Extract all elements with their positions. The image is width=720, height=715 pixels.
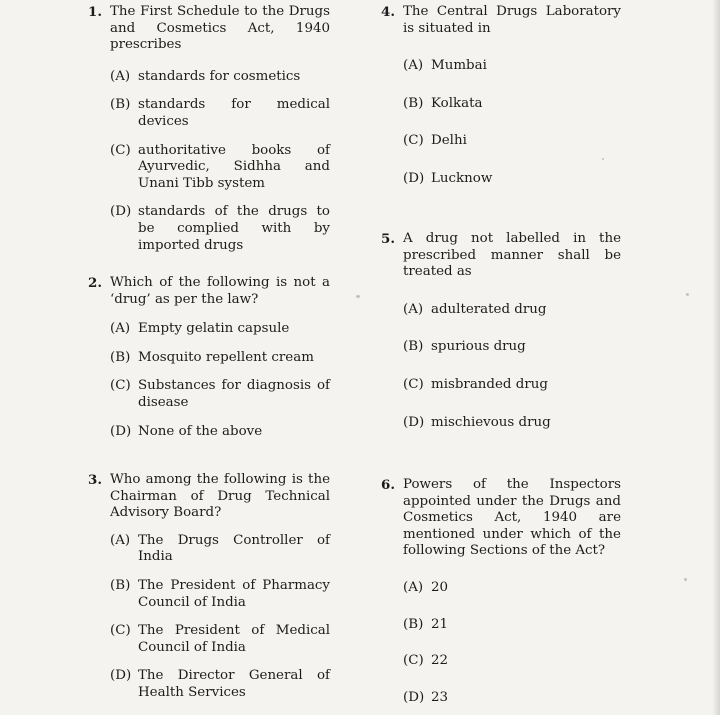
question-number: 3. — [88, 472, 102, 488]
question-number: 2. — [88, 275, 102, 291]
option-text: Mosquito repellent cream — [138, 349, 314, 365]
option-text: None of the above — [138, 423, 263, 439]
option-d — [403, 415, 621, 432]
option-text: The Director General of Health Services — [138, 668, 330, 700]
option-label: (D) — [403, 414, 425, 430]
option-b — [110, 578, 330, 611]
option-label: (A) — [403, 579, 424, 595]
question-stem — [88, 275, 330, 308]
option-text: mischievous drug — [431, 414, 551, 430]
option-a — [403, 302, 621, 319]
option-text: 22 — [431, 653, 449, 669]
option-label: (D) — [110, 204, 132, 220]
question-text: The First Schedule to the Drugs and Cosmetics Act, 1940 prescribes — [110, 4, 330, 53]
left-column — [88, 4, 330, 702]
option-text: 21 — [431, 616, 449, 632]
question-2 — [88, 275, 330, 472]
option-text: standards of the drugs to be complied with by imported drugs — [138, 204, 330, 253]
option-d — [110, 668, 330, 701]
option-text: Substances for diagnosis of disease — [138, 378, 330, 410]
scan-speck — [356, 295, 360, 298]
question-stem — [381, 4, 621, 37]
option-label: (A) — [110, 68, 131, 84]
question-3 — [88, 472, 330, 702]
option-c — [110, 143, 330, 193]
option-d — [110, 424, 330, 441]
option-text: Delhi — [431, 133, 467, 149]
option-label: (B) — [110, 349, 131, 365]
option-label: (A) — [403, 58, 424, 74]
option-c — [403, 377, 621, 394]
option-text: spurious drug — [431, 339, 526, 355]
question-text: Which of the following is not a ‘drug’ as per the law? — [110, 275, 330, 307]
question-number: 6. — [381, 477, 395, 493]
question-stem — [88, 4, 330, 54]
option-text: adulterated drug — [431, 301, 547, 317]
question-5 — [381, 231, 621, 477]
option-d — [403, 171, 621, 188]
question-text: Who among the following is the Chairman of Drug Technical Advisory Board? — [110, 472, 330, 521]
option-text: 23 — [431, 689, 449, 705]
option-text: Kolkata — [431, 95, 483, 111]
option-d — [110, 204, 330, 254]
scan-speck — [684, 578, 687, 581]
option-label: (B) — [403, 339, 424, 355]
option-c — [110, 623, 330, 656]
option-text: The Drugs Controller of India — [138, 532, 330, 565]
option-a — [403, 58, 621, 75]
option-c — [403, 653, 621, 670]
question-4 — [381, 4, 621, 231]
question-1 — [88, 4, 330, 275]
question-text: Powers of the Inspectors appointed under the Drugs and Cosmetics Act, 1940 are mentioned under which of the following Sections of the Act? — [403, 477, 621, 559]
option-a — [403, 580, 621, 597]
option-b — [403, 96, 621, 113]
option-text: standards for cosmetics — [138, 68, 301, 84]
scan-speck — [686, 293, 689, 296]
option-b — [403, 617, 621, 634]
question-number: 4. — [381, 4, 395, 20]
question-stem — [88, 472, 330, 522]
option-label: (C) — [403, 376, 424, 392]
option-text: Empty gelatin capsule — [138, 321, 290, 337]
option-label: (C) — [110, 378, 131, 394]
option-text: Lucknow — [431, 170, 493, 186]
option-d — [403, 690, 621, 707]
question-number: 1. — [88, 4, 102, 20]
scan-speck — [602, 158, 604, 160]
question-number: 5. — [381, 231, 395, 247]
option-label: (C) — [403, 653, 424, 669]
option-label: (D) — [110, 423, 132, 439]
right-column — [381, 4, 621, 706]
option-text: The President of Pharmacy Council of India — [138, 577, 330, 610]
option-b — [110, 350, 330, 367]
option-a — [110, 533, 330, 566]
question-stem — [381, 477, 621, 560]
option-text: misbranded drug — [431, 376, 548, 392]
question-6 — [381, 477, 621, 706]
option-label: (D) — [110, 668, 132, 684]
option-label: (A) — [403, 301, 424, 317]
option-text: standards for medical devices — [138, 97, 330, 129]
option-b — [403, 339, 621, 356]
option-label: (B) — [403, 95, 424, 111]
option-c — [110, 378, 330, 411]
option-a — [110, 321, 330, 338]
option-b — [110, 97, 330, 130]
question-text: The Central Drugs Laboratory is situated in — [403, 4, 621, 36]
option-label: (A) — [110, 532, 131, 548]
option-text: Mumbai — [431, 58, 487, 74]
option-label: (D) — [403, 170, 425, 186]
option-label: (A) — [110, 321, 131, 337]
option-label: (C) — [110, 623, 131, 639]
option-label: (C) — [110, 142, 131, 158]
option-label: (D) — [403, 689, 425, 705]
question-stem — [381, 231, 621, 281]
option-label: (B) — [110, 577, 131, 593]
option-text: authoritative books of Ayurvedic, Sidhha and Unani Tibb system — [138, 142, 330, 191]
option-c — [403, 133, 621, 150]
option-a — [110, 69, 330, 86]
option-label: (B) — [403, 616, 424, 632]
option-label: (B) — [110, 97, 131, 113]
option-text: 20 — [431, 579, 449, 595]
question-text: A drug not labelled in the prescribed manner shall be treated as — [403, 231, 621, 280]
option-label: (C) — [403, 133, 424, 149]
page-edge-shadow — [712, 0, 720, 715]
option-text: The President of Medical Council of India — [138, 623, 330, 655]
